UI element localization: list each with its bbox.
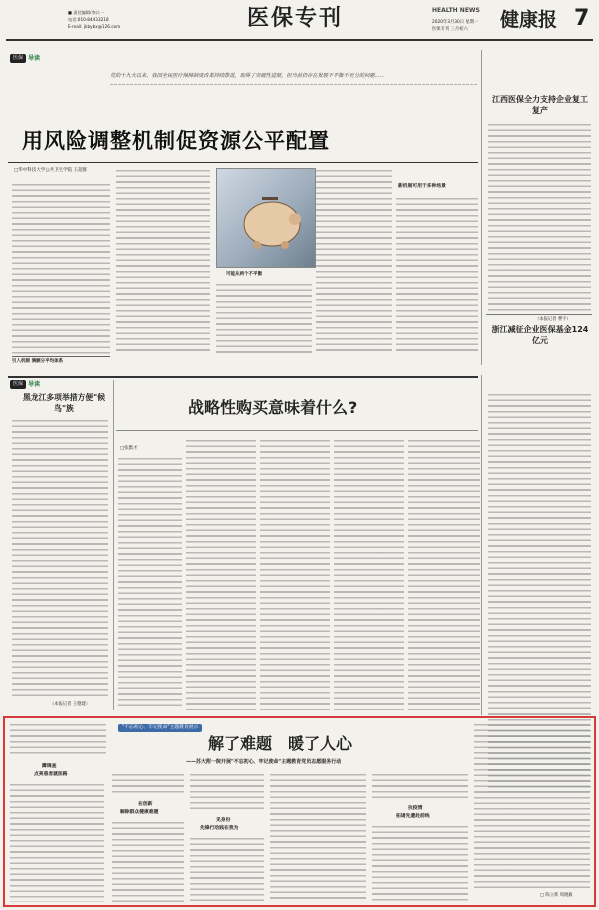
tag-green: 导读 xyxy=(28,54,41,62)
col-3b xyxy=(216,282,312,354)
page-number: 7 xyxy=(574,6,590,31)
mid-tag-label: 医保 xyxy=(10,380,26,389)
piggy-bank-icon xyxy=(217,169,317,269)
side-story-1-credit: （本报记者 曹宇） xyxy=(535,317,571,322)
article-intro: 党的十九大以来，我国全民医疗保障制度改革持续推进，取得了突破性进展，但当前仍存在发展不平衡不充分的问题…… xyxy=(110,73,385,79)
paper-date: 2020年3月30日 星期一 xyxy=(432,20,479,25)
header-rule xyxy=(6,39,593,41)
left-story-title: 黑龙江多项举措方便"候鸟"族 xyxy=(22,393,106,413)
side-story-1-body xyxy=(488,122,591,314)
mid-headline: 战略性购买意味着什么? xyxy=(188,398,358,417)
paper-name: 健康报 xyxy=(500,9,558,31)
mid-col-4 xyxy=(334,438,404,710)
section-title: 医保专刊 xyxy=(247,5,344,31)
feature-col-a xyxy=(10,782,104,902)
col-1 xyxy=(12,182,110,354)
col-2 xyxy=(116,168,210,354)
mid-col-3 xyxy=(260,438,330,710)
photo-caption: 可能从两个不平衡 xyxy=(226,272,262,277)
mid-col-5 xyxy=(408,438,480,710)
feature-s5: 见身份 xyxy=(216,818,231,823)
feature-s6: 先锋行动践在我为 xyxy=(200,826,239,831)
masthead xyxy=(0,0,599,46)
feature-col-i xyxy=(474,722,590,890)
paper-en: HEALTH NEWS xyxy=(432,7,480,14)
section-tag xyxy=(10,54,40,63)
mid-tag-green: 导读 xyxy=(28,380,41,388)
feature-col-h xyxy=(372,824,468,902)
feature-credit: □ 陈立新 周晓毅 xyxy=(540,893,573,898)
header-info-3: E-mail: jkbybx@126.com xyxy=(68,24,121,29)
feature-s2: 点亮患者就医路 xyxy=(34,772,68,777)
mid-col-1 xyxy=(118,456,182,710)
feature-col-b xyxy=(112,772,184,796)
subheading: 新机制可用于多种场景 xyxy=(398,184,446,189)
feature-tag: "不忘初心、牢记使命"主题教育展示 xyxy=(118,724,202,732)
sidebar-box-left: 引入机制 满额分平均体系 xyxy=(12,356,110,374)
feature-col-e xyxy=(190,836,264,902)
side-story-1-title: 江西医保全力支持企业复工复产 xyxy=(492,95,588,115)
left-story-credit: （本报记者 王德建） xyxy=(50,702,91,707)
article-headline: 用风险调整机制促资源公平配置 xyxy=(22,129,330,153)
mid-tag xyxy=(10,380,40,389)
feature-s3: 在创新 xyxy=(138,802,153,807)
left-story-body xyxy=(12,418,108,700)
paper-sub: 医保专刊 三月初六 xyxy=(432,27,468,32)
byline: □华中科技大学公共卫生学院 王超群 xyxy=(14,168,88,173)
feature-col-g xyxy=(372,772,468,798)
feature-s8: 拓诸先遣赴前线 xyxy=(396,814,430,819)
feature-subhead: ——苏大附一院开展"不忘初心、牢记使命"主题教育党员志愿服务行动 xyxy=(186,759,342,765)
feature-col-d xyxy=(190,772,264,812)
mid-col-2 xyxy=(186,438,256,710)
feature-left-column xyxy=(10,722,106,756)
article-photo xyxy=(216,168,316,268)
mid-author: □张默才 xyxy=(120,446,138,451)
tag-label: 医保 xyxy=(10,54,26,63)
col-4 xyxy=(316,168,392,354)
feature-col-c xyxy=(112,820,184,902)
feature-col-f xyxy=(270,772,366,902)
feature-s1: 蹲调查 xyxy=(42,764,57,769)
feature-s4: 解除群众健康难题 xyxy=(120,810,159,815)
feature-s7: 抗疫情 xyxy=(408,806,423,811)
feature-headline: 解了难题 暖了人心 xyxy=(208,734,353,753)
header-info-1: ■ 责任编辑/李兵一 xyxy=(68,10,105,15)
side-story-2-title: 浙江减征企业医保基金124亿元 xyxy=(491,325,589,345)
col-5 xyxy=(396,196,478,354)
header-info-2: 电话:010-84433218 xyxy=(68,17,109,22)
